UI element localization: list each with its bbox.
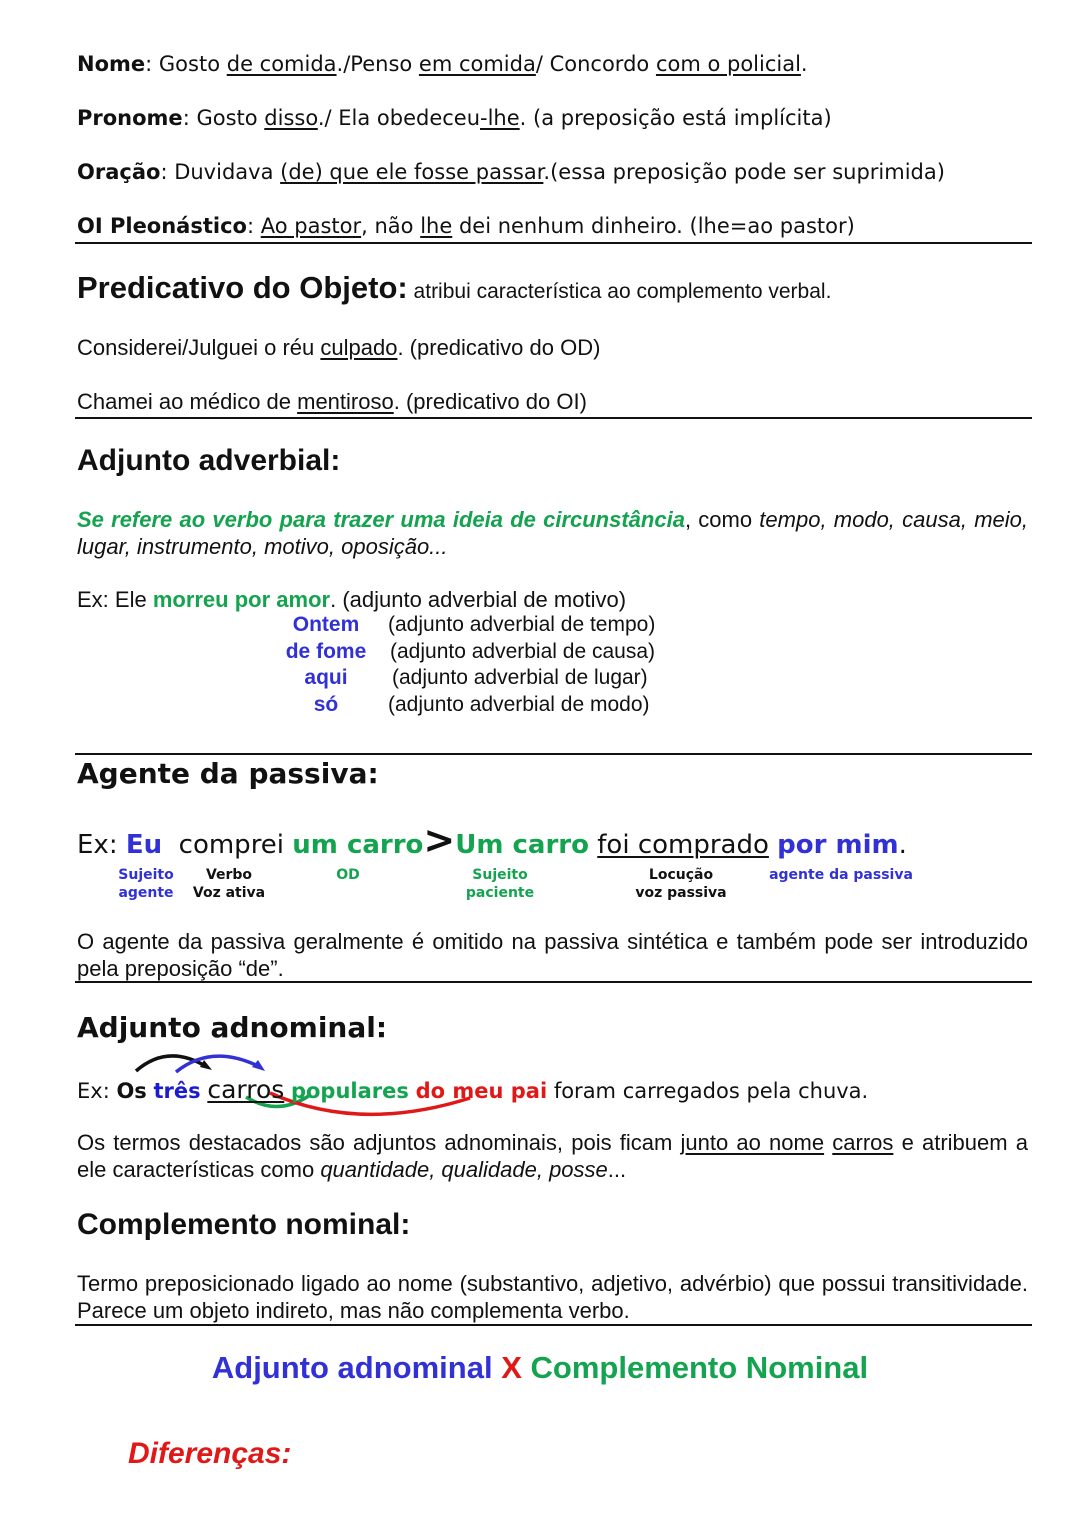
label-line: Sujeito [118,867,174,883]
oi-oracao-line [77,160,945,184]
adverbial-desc: (adjunto adverbial de causa) [390,640,656,663]
underlined-term: disso [264,106,318,130]
noun-nucleus: carros [207,1075,285,1104]
oi-pronome-line [77,106,832,130]
adjective: populares [290,1079,409,1103]
text: Considerei/Julguei o réu [77,335,321,360]
text: : [246,214,261,238]
text: Ex: [77,1079,117,1103]
differences-title: Diferenças: [128,1437,292,1470]
text: : [182,106,197,130]
label-line: Sujeito [472,867,528,883]
adnominal-title: Adjunto adnominal: [77,1011,388,1044]
text: Ex: [77,830,126,860]
text: . [800,52,808,76]
label: Nome [77,52,146,76]
text: .(essa preposição pode ser suprimida) [543,160,945,184]
label-locucao [630,866,732,902]
underlined-term: em comida [418,52,536,76]
label-line: Verbo [205,867,253,883]
underlined-term: carros [832,1130,894,1155]
text: . (adjunto adverbial de motivo) [330,587,627,612]
text: / Concordo [535,52,656,76]
text: Gosto [158,52,227,76]
numeral: três [153,1079,201,1103]
underlined-term: mentiroso [297,389,394,414]
label: OI Pleonástico [77,214,247,238]
underlined-term: junto ao nome [680,1130,825,1155]
divider [75,242,1032,244]
adverbial-highlight: por amor [234,587,331,612]
label-od: OD [336,867,360,883]
label-line: paciente [465,885,535,901]
label-sujeito-agente [112,866,180,902]
oi-nome-line [77,52,808,76]
characteristics-list: quantidade, qualidade, posse [320,1157,608,1182]
adverbial-definition [77,506,1028,560]
passive-locution: foi comprado [597,830,769,860]
label: Oração [77,160,161,184]
underlined-term: lhe [420,214,453,238]
divider [75,417,1032,419]
comparison-heading [0,1350,1080,1386]
text: : [160,160,175,184]
label-agente-passiva: agente da passiva [769,867,913,883]
section-subtitle: atribui característica ao complemento verbal. [407,280,832,303]
verb: comprei [178,830,285,860]
comparison-left: Adjunto adnominal [211,1350,493,1385]
text: foram carregados pela chuva. [547,1079,869,1103]
label-line: agente [118,885,174,901]
comparison-versus: X [501,1350,522,1385]
text: ./Penso [336,52,419,76]
agente-title: Agente da passiva: [77,757,379,790]
agente-note: O agente da passiva geralmente é omitido na passiva sintética e também pode ser introduzido pela preposição “de”. [77,929,1028,981]
text: Duvidava [174,160,281,184]
oi-pleonastico-line [77,214,855,238]
text: . (predicativo do OD) [397,335,601,360]
text: , como [684,507,760,532]
adverbial-desc: (adjunto adverbial de lugar) [392,666,648,689]
adverbial-term: Ontem [292,613,360,636]
text: : [145,52,159,76]
adverbial-example [77,587,626,613]
text: . (predicativo do OI) [393,389,587,414]
underlined-term: com o policial [655,52,801,76]
underlined-term: culpado [320,335,398,360]
divider [75,1324,1032,1326]
adverbial-term: só [313,693,339,716]
adverbial-term: aqui [304,666,348,689]
section-title: Predicativo do Objeto: [77,270,408,305]
text: . [898,830,907,860]
predicativo-example-od [77,335,600,361]
label-sujeito-paciente [462,866,538,902]
text: Gosto [196,106,265,130]
article: Os [116,1079,147,1103]
complemento-title: Complemento nominal: [77,1208,411,1241]
predicativo-heading [77,270,831,306]
label-verbo [188,866,270,902]
adnominal-example [77,1075,868,1104]
adverbial-term: de fome [285,640,367,663]
comparison-right: Complemento Nominal [530,1350,869,1385]
passive-agent: por mim [777,830,899,860]
divider [75,753,1032,755]
label: Pronome [77,106,183,130]
text: Ex: Ele [77,587,153,612]
agent-subject: Eu [125,830,163,860]
transform-arrow-icon: > [423,818,456,862]
label-line: Voz ativa [192,885,266,901]
underlined-term: (de) que ele fosse passar [280,160,544,184]
adverbial-desc: (adjunto adverbial de tempo) [388,613,656,636]
definition-highlight: Se refere ao verbo para trazer uma ideia de circunstância [77,507,685,532]
text: e atribuem a ele características como [77,1130,1028,1182]
adverbial-desc: (adjunto adverbial de modo) [388,693,650,716]
label-line: Locução [648,867,714,883]
text: dei nenhum dinheiro. (lhe=ao pastor) [452,214,855,238]
underlined-term: -lhe [480,106,520,130]
divider [75,981,1032,983]
label-line: voz passiva [635,885,727,901]
predicativo-example-oi [77,389,587,415]
possessive-locution: do meu pai [415,1079,548,1103]
text: , não [361,214,421,238]
text: ./ Ela obedeceu [317,106,481,130]
underlined-term: de comida [226,52,337,76]
adnominal-note [77,1129,1028,1183]
agente-example [77,818,907,862]
adverbial-title: Adjunto adverbial: [77,444,341,477]
direct-object: um carro [292,830,424,860]
text: Chamei ao médico de [77,389,298,414]
underlined-term: Ao pastor [260,214,362,238]
text: Os termos destacados são adjuntos adnominais, pois ficam [77,1130,681,1155]
patient-subject: Um carro [455,830,589,860]
circumstance-list: tempo, modo, causa, meio, lugar, instrumento, motivo, oposição... [77,507,1028,559]
verb-highlight: morreu [152,587,235,612]
text: ... [607,1157,627,1182]
text: . (a preposição está implícita) [519,106,832,130]
complemento-definition: Termo preposicionado ligado ao nome (substantivo, adjetivo, advérbio) que possui transitividade. Parece um objeto indireto, mas não complementa verbo. [77,1271,1028,1323]
